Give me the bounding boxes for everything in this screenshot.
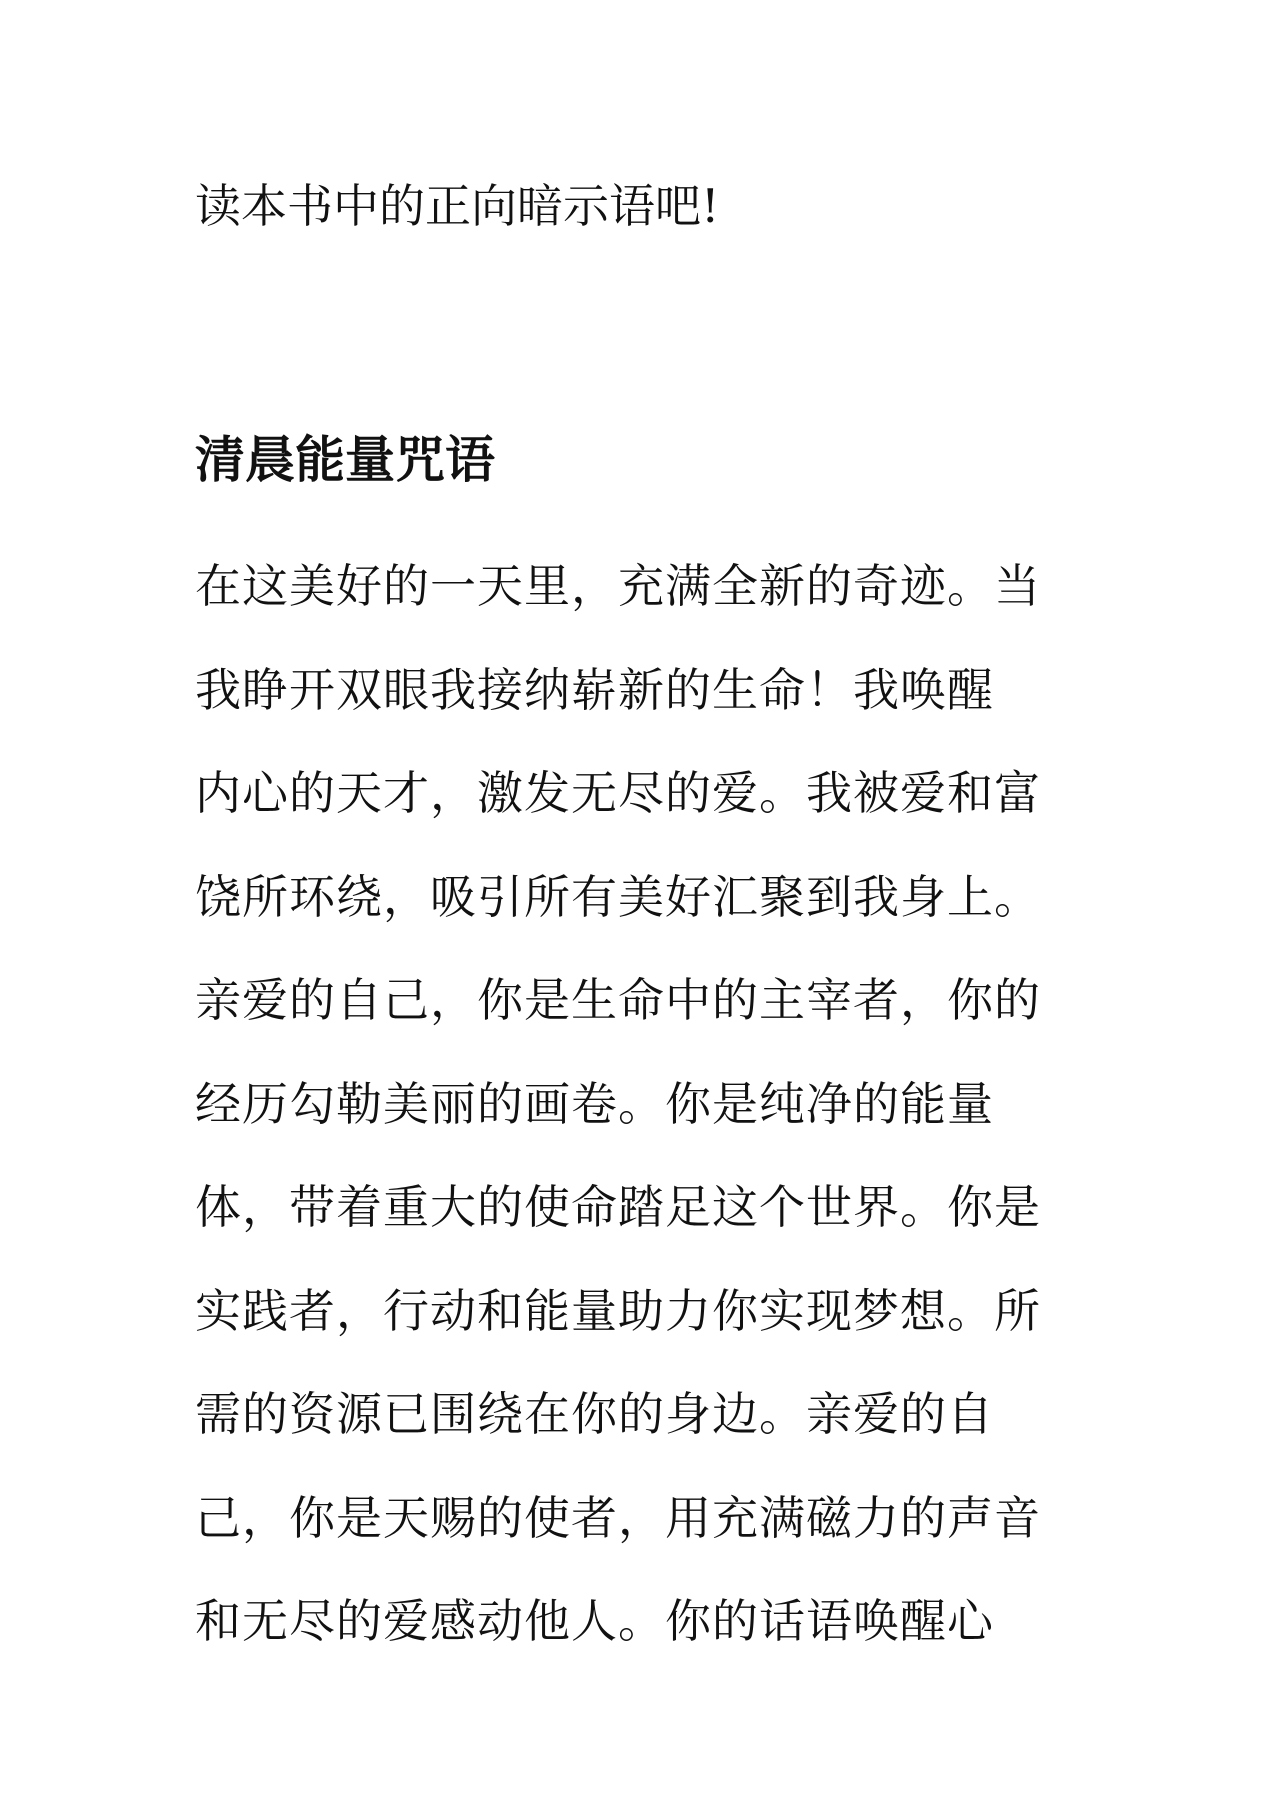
paragraph-line: 饶所环绕，吸引所有美好汇聚到我身上。 [195,869,1041,924]
paragraph-line: 和无尽的爱感动他人。你的话语唤醒心 [195,1594,994,1648]
paragraph-line: 体，带着重大的使命踏足这个世界。你是 [195,1180,1041,1234]
section-heading: 清晨能量咒语 [195,431,495,489]
paragraph-line: 亲爱的自己，你是生命中的主宰者，你的 [195,973,1041,1027]
paragraph-line: 需的资源已围绕在你的身边。亲爱的自 [195,1387,994,1441]
paragraph-line: 我睁开双眼我接纳崭新的生命！我唤醒 [195,662,994,717]
intro-text: 读本书中的正向暗示语吧! [195,179,720,233]
paragraph-line: 实践者，行动和能量助力你实现梦想。所 [195,1283,1041,1338]
paragraph-line: 己，你是天赐的使者，用充满磁力的声音 [195,1490,1041,1545]
paragraph-line: 经历勾勒美丽的画卷。你是纯净的能量 [195,1076,994,1131]
body-paragraph [195,550,1041,1689]
paragraph-line: 内心的天才，激发无尽的爱。我被爱和富 [195,766,1041,820]
paragraph-line: 在这美好的一天里，充满全新的奇迹。当 [195,559,1041,613]
